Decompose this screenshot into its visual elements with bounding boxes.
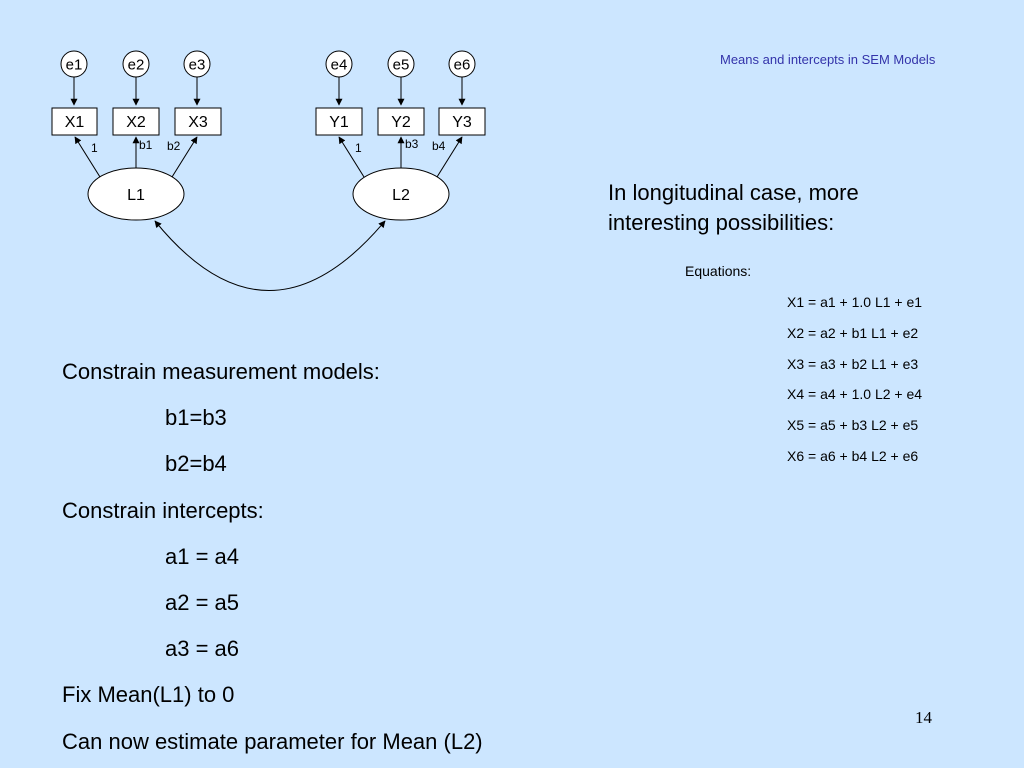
- latent-node-l2: [353, 168, 449, 220]
- svg-text:X1: X1: [64, 114, 85, 131]
- constraint-item: b2=b4: [165, 451, 227, 477]
- indicator-box-y2: [378, 108, 424, 135]
- svg-text:L1: L1: [127, 187, 145, 204]
- equation: X5 = a5 + b3 L2 + e5: [787, 417, 919, 434]
- intro-text: In longitudinal case, more interesting possibilities:: [608, 180, 859, 235]
- indicator-box-x1: [52, 108, 97, 135]
- constraint-item: b1=b3: [165, 405, 227, 431]
- svg-text:e4: e4: [330, 56, 348, 74]
- constraint-item: Can now estimate parameter for Mean (L2): [62, 728, 483, 754]
- constraints-list: [62, 352, 483, 768]
- svg-text:Y1: Y1: [329, 114, 349, 131]
- slide-title: Means and intercepts in SEM Models: [720, 52, 936, 67]
- covariance-arc: [155, 221, 385, 291]
- loading-label: b4: [432, 139, 446, 153]
- error-node-e4: [326, 51, 352, 77]
- constraint-item: a2 = a5: [165, 589, 240, 615]
- svg-text:X3: X3: [188, 114, 208, 131]
- indicator-box-y1: [316, 108, 362, 135]
- equation: X6 = a6 + b4 L2 + e6: [787, 447, 919, 464]
- equation: X3 = a3 + b2 L1 + e3: [787, 355, 919, 372]
- loading-label: 1: [91, 141, 98, 155]
- error-node-e1: [61, 51, 87, 77]
- svg-text:X2: X2: [126, 114, 146, 131]
- error-node-e2: [123, 51, 149, 77]
- indicator-box-y3: [439, 108, 485, 135]
- equation: X4 = a4 + 1.0 L2 + e4: [787, 386, 923, 403]
- svg-text:e3: e3: [188, 56, 206, 74]
- loading-label: b3: [405, 137, 419, 151]
- error-node-e6: [449, 51, 475, 77]
- svg-text:e6: e6: [453, 56, 471, 74]
- latent-node-l1: [88, 168, 184, 220]
- svg-text:Y3: Y3: [452, 114, 472, 131]
- constraint-item: Constrain intercepts:: [62, 497, 264, 523]
- constraint-item: Constrain measurement models:: [62, 359, 380, 384]
- error-node-e5: [388, 51, 414, 77]
- svg-text:L2: L2: [392, 187, 410, 204]
- svg-text:e5: e5: [392, 56, 410, 74]
- loading-label: b2: [167, 139, 181, 153]
- sem-path-diagram: [0, 0, 1024, 320]
- constraint-item: Fix Mean(L1) to 0: [62, 682, 235, 708]
- equations-heading: Equations:: [685, 263, 752, 279]
- indicator-box-x3: [175, 108, 221, 135]
- error-node-e3: [184, 51, 210, 77]
- constraint-item: a1 = a4: [165, 543, 240, 569]
- indicator-box-x2: [113, 108, 159, 135]
- svg-text:e2: e2: [127, 56, 145, 74]
- equations-list: [787, 292, 922, 477]
- svg-text:Y2: Y2: [391, 114, 411, 131]
- constraint-item: a3 = a6: [165, 636, 240, 662]
- equation: X1 = a1 + 1.0 L1 + e1: [787, 294, 923, 310]
- svg-text:e1: e1: [65, 56, 83, 74]
- equation: X2 = a2 + b1 L1 + e2: [787, 324, 919, 341]
- loading-label: 1: [355, 141, 362, 155]
- loading-label: b1: [139, 138, 153, 152]
- slide-number: 14: [915, 708, 932, 727]
